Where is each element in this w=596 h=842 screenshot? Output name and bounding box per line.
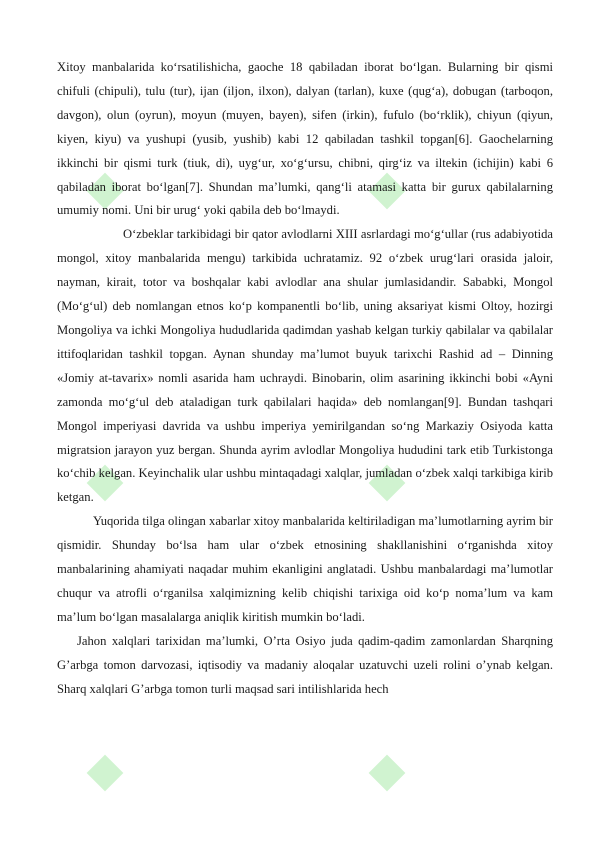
paragraph: Jahon xalqlari tarixidan ma’lumki, O’rta Osiyo juda qadim-qadim zamonlardan Sharqning G’arbga tomon darvozasi, iqtisodiy va madaniy aloqalar uzatuvchi uzeli rolini o’ynab kelgan. Sharq xalqlari G’arbga tomon turli maqsad sari intilishlarida hech bbox=[57, 633, 553, 696]
watermark-mark bbox=[87, 755, 124, 792]
document-body bbox=[57, 56, 553, 701]
paragraph: Yuqorida tilga olingan xabarlar xitoy manbalarida keltiriladigan ma’lumotlarning ayrim bir qismidir. Shunday bo‘lsa ham ular o‘zbek etnosining shakllanishini o‘rganishda xitoy manbalarining ahamiyati naqadar muhim ekanligini anglatadi. Ushbu manbalardagi ma’lumotlar chuqur va atrofli o‘rganilsa xalqimizning kelib chiqishi tarixiga oid ko‘p noma’lum va kam ma’lum bo‘lgan masalalarga aniqlik kiritish mumkin bo‘ladi. bbox=[57, 514, 553, 624]
paragraph: O‘zbeklar tarkibidagi bir qator avlodlarni XIII asrlardagi mo‘g‘ullar (rus adabiyotida mongol, xitoy manbalarida mengu) tarkibida uchratamiz. 92 o‘zbek urug‘lari orasida jaloir, nayman, kirait, totor va boshqalar kabi avlodlar ana shular jumlasidandir. Sababki, Mongol (Mo‘g‘ul) deb nomlangan etnos ko‘p kompanentli bo‘lib, uning aksariyat kismi Oltoy, hozirgi Mongoliya va ichki Mongoliya hududlarida qadimdan yashab kelgan turkiy qabilalar va qabilalar ittifoqlaridan tashkil topgan. Aynan shunday ma’lumot buyuk tarixchi Rashid ad – Dinning «Jomiy at-tavarix» nomli asarida ham uchraydi. Binobarin, olim asarining ikkinchi bobi «Ayni zamonda mo‘g‘ul deb ataladigan turk qabilalari haqida» deb nomlangan[9]. Bundan tashqari Mongol imperiyasi davrida va ushbu imperiya yemirilgandan so‘ng Markaziy Osiyoda katta migratsion jarayon yuz bergan. Shunda ayrim avlodlar Mongoliya hududini tark etib Turkistonga ko‘chib kelgan. Keyinchalik ular ushbu mintaqadagi xalqlar, jumladan o‘zbek xalqi tarkibiga kirib ketgan. bbox=[57, 227, 553, 505]
paragraph: Xitoy manbalarida ko‘rsatilishicha, gaoche 18 qabiladan iborat bo‘lgan. Bularning bir qismi chifuli (chipuli), tulu (tur), ijan (iljon, ilxon), dalyan (tarlan), kuxe (qug‘a), dobugan (tarboqon, davgon), olun (oyrun), moyun (muyen, bayen), sifen (irkin), fufulo (bo‘rklik), chiyun (qiyun, kiyen, kiyu) va yushupi (yusib, yushib) kabi 12 qabiladan tashkil topgan[6]. Gaochelarning ikkinchi bir qismi turk (tiuk, di), uyg‘ur, xo‘g‘ursu, chibni, qirg‘iz va iltekin (ichijin) kabi 6 qabiladan iborat bo‘lgan[7]. Shundan ma’lumki, qang‘li atamasi katta bir gurux qabilalarning umumiy nomi. Uni bir urug‘ yoki qabila deb bo‘lmaydi. bbox=[57, 60, 553, 218]
watermark-mark bbox=[369, 755, 406, 792]
